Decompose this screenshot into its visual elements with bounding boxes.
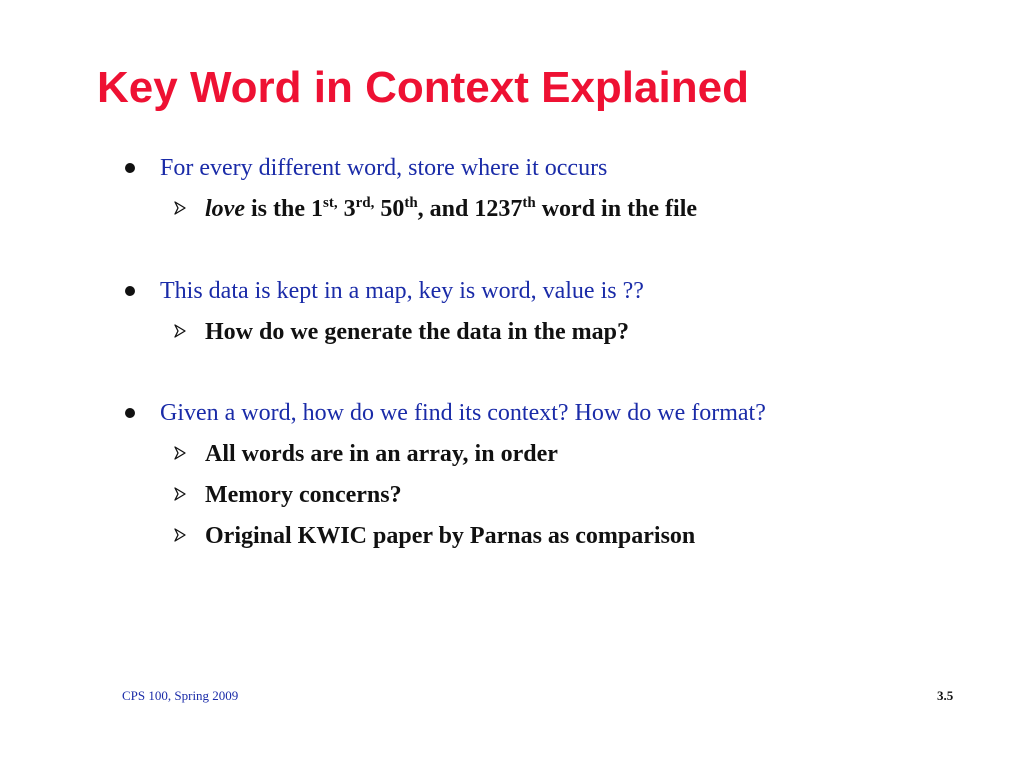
- footer-page-number: 3.5: [937, 688, 954, 703]
- footer-course: CPS 100, Spring 2009: [122, 688, 239, 703]
- bullet-text: For every different word, store where it occurs: [160, 155, 608, 181]
- sub-bullet-text: Original KWIC paper by Parnas as comparison: [205, 523, 696, 549]
- sub-bullet-item: [205, 480, 402, 510]
- arrowhead-bullet-icon: [174, 446, 186, 460]
- sub-bullet-text: Memory concerns?: [205, 482, 402, 508]
- arrowhead-bullet-icon: [174, 528, 186, 542]
- bullet-dot-icon: [125, 408, 135, 418]
- bullet-item: [160, 398, 766, 428]
- bullet-dot-icon: [125, 163, 135, 173]
- slide-title: Key Word in Context Explained: [97, 63, 749, 112]
- bullet-dot-icon: [125, 286, 135, 296]
- sub-bullet-text: All words are in an array, in order: [205, 441, 558, 467]
- sub-bullet-item: [205, 521, 695, 551]
- sub-bullet-text: How do we generate the data in the map?: [205, 319, 629, 345]
- sub-bullet-text: love is the $1^{st,}$ $3^{rd,}$ 50th, and 1237th word in the file: [205, 195, 698, 222]
- arrowhead-bullet-icon: [174, 201, 186, 215]
- bullet-item: [160, 276, 644, 306]
- arrowhead-bullet-icon: [174, 324, 186, 338]
- bullet-text: Given a word, how do we find its context? How do we format?: [160, 400, 766, 426]
- sub-bullet-item: [205, 194, 697, 224]
- sub-bullet-item: [205, 439, 558, 469]
- bullet-text: This data is kept in a map, key is word, value is ??: [160, 278, 644, 304]
- emphasized-word: love: [205, 196, 245, 222]
- bullet-item: [160, 153, 607, 183]
- arrowhead-bullet-icon: [174, 487, 186, 501]
- sub-bullet-item: [205, 317, 629, 347]
